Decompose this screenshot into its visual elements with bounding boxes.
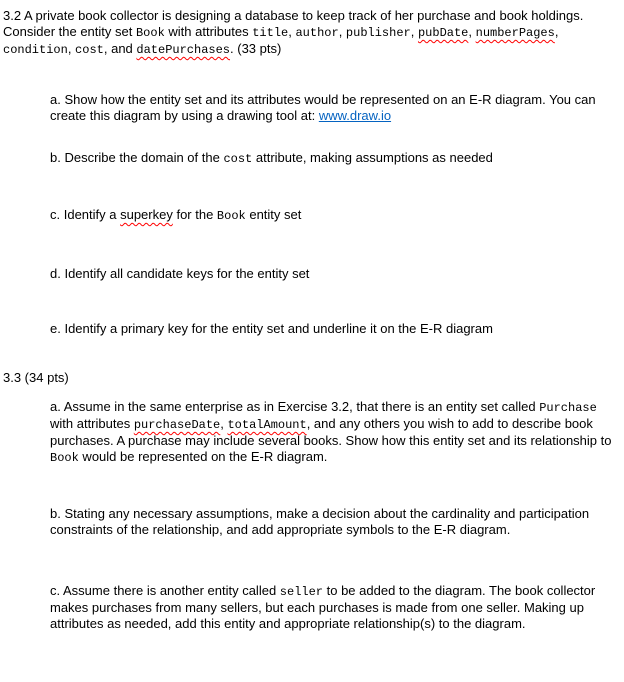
text-run: , <box>410 24 418 39</box>
text-run: e. Identify a primary key for the entity set and underline it on the E-R diagram <box>50 321 493 336</box>
item-3-2-c <box>50 207 615 224</box>
misspelled-code-term: numberPages <box>475 26 555 40</box>
item-3-2-d <box>50 266 615 282</box>
code-term: cost <box>223 152 253 166</box>
misspelled-code-term: pubDate <box>417 26 469 40</box>
item-3-3-a <box>50 399 615 466</box>
item-3-3-c <box>50 583 615 632</box>
code-term: publisher <box>345 26 411 40</box>
code-term: seller <box>279 585 324 599</box>
code-term: title <box>252 26 289 40</box>
text-run: to be added to the diagram. The book collector makes purchases from many sellers, but each purchases is made from one seller. Making up attributes as needed, add this entity and appropriate relationship(s) to the diagram. <box>50 583 596 631</box>
item-3-2-b <box>50 150 615 167</box>
code-term: Purchase <box>539 401 597 415</box>
text-run: b. Stating any necessary assumptions, make a decision about the cardinality and participation constraints of the relationship, and add appropriate symbols to the E-R diagram. <box>50 506 590 537</box>
code-term: cost <box>75 43 104 57</box>
text-run: d. Identify all candidate keys for the entity set <box>50 266 310 281</box>
item-3-2-a <box>50 92 615 124</box>
item-3-3-b <box>50 506 615 538</box>
text-run: a. Show how the entity set and its attributes would be represented on an E-R diagram. You can create this diagram by using a drawing tool at: <box>50 92 596 123</box>
text-run: c. Identify a <box>50 207 121 222</box>
hyperlink[interactable]: www.draw.io <box>318 108 392 123</box>
text-run: b. Describe the domain of the <box>50 150 224 165</box>
text-run: , and <box>103 41 137 56</box>
text-run: , <box>554 24 559 39</box>
section-3-2-intro <box>3 8 615 58</box>
text-run: . (33 pts) <box>230 41 282 56</box>
section-3-3-header <box>3 370 615 386</box>
misspelled-code-term: purchaseDate <box>133 418 221 432</box>
text-run: , <box>338 24 346 39</box>
text-run: a. Assume in the same enterprise as in Exercise 3.2, that there is an entity set called <box>50 399 540 414</box>
text-run: attribute, making assumptions as needed <box>252 150 493 165</box>
text-run: c. Assume there is another entity called <box>50 583 280 598</box>
misspelled-word: superkey <box>120 207 173 222</box>
misspelled-code-term: datePurchases <box>136 43 231 57</box>
text-run: would be represented on the E-R diagram. <box>78 449 328 464</box>
code-term: Book <box>135 26 165 40</box>
item-3-2-e <box>50 321 615 337</box>
misspelled-code-term: totalAmount <box>227 418 307 432</box>
text-run: , <box>468 24 476 39</box>
code-term: Book <box>216 209 246 223</box>
text-run: entity set <box>245 207 302 222</box>
text-run: , and any others you wish to add to describe book purchases. A purchase may include several books. Show how this entity set and its relationship to <box>50 416 612 448</box>
code-term: author <box>295 26 339 40</box>
text-run: 3.2 A private book collector is designing a database to keep track of her purchase and book holdings. Consider the entity set <box>3 8 584 39</box>
text-run: , <box>288 24 296 39</box>
text-run: , <box>67 41 76 56</box>
code-term: condition <box>3 43 68 57</box>
text-run: for the <box>172 207 217 222</box>
text-run: , <box>220 416 228 431</box>
text-run: with attributes <box>50 416 134 431</box>
text-run: 3.3 (34 pts) <box>3 370 69 385</box>
code-term: Book <box>50 451 79 465</box>
text-run: with attributes <box>164 24 253 39</box>
